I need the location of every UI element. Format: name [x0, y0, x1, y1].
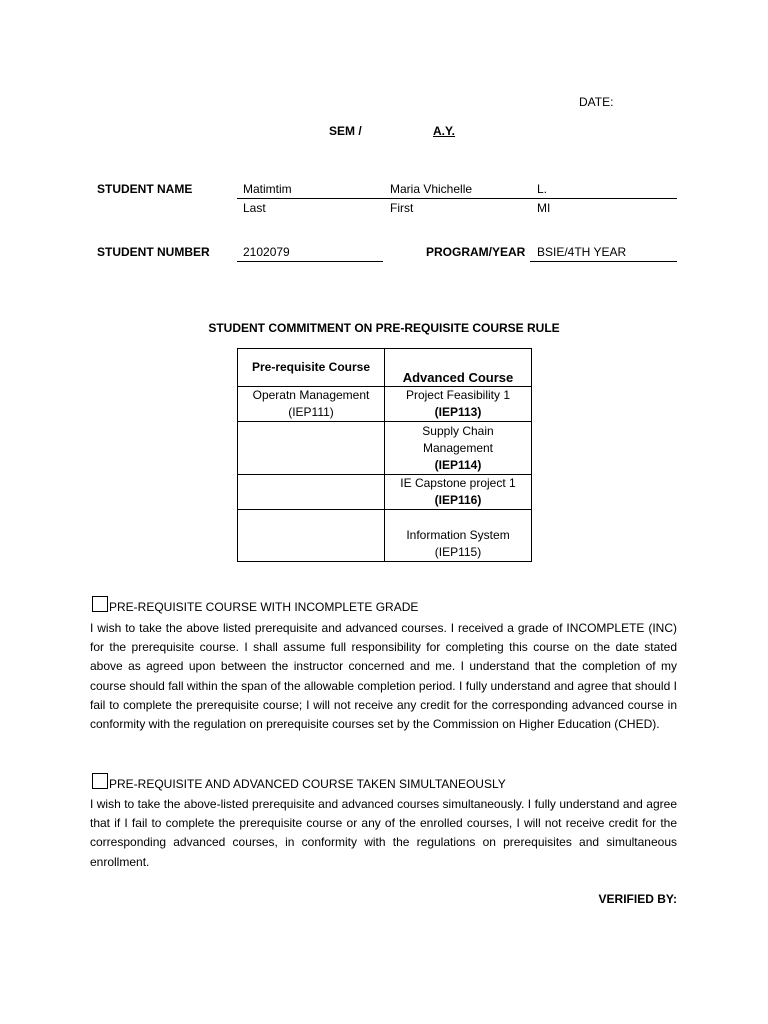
name-underline	[237, 198, 677, 199]
simultaneous-checkbox[interactable]	[92, 773, 108, 789]
advanced-course-code: (IEP114)	[434, 457, 482, 472]
date-label: DATE:	[579, 95, 614, 109]
table-row	[238, 387, 532, 422]
advanced-course-name: Information System	[406, 528, 510, 542]
student-name-label: STUDENT NAME	[97, 182, 193, 196]
advanced-course-name: IE Capstone project 1	[400, 476, 516, 490]
table-row	[238, 510, 532, 562]
advanced-cell[interactable]	[385, 422, 532, 475]
table-row	[238, 475, 532, 510]
prereq-course-name: Operatn Management	[252, 388, 370, 402]
table-header-row	[238, 349, 532, 387]
advanced-cell[interactable]	[385, 510, 532, 562]
simultaneous-label: PRE-REQUISITE AND ADVANCED COURSE TAKEN SIMULTANEOUSLY	[109, 777, 506, 791]
advanced-course-code: (IEP113)	[434, 405, 482, 419]
first-caption: First	[390, 201, 414, 215]
middle-initial-value[interactable]: L.	[537, 182, 548, 196]
courses-table	[237, 348, 532, 562]
incomplete-grade-text: I wish to take the above listed prerequisite and advanced courses. I received a grade of INCOMPLETE (INC) for the prerequisite course. I shall assume full responsibility for completing this course on the date stated above as agreed upon between the instructor concerned and me. I understand that the completion of my course should fall within the span of the allowable completion period. I fully understand and agree that should I fail to complete the prerequisite course; I will not receive any credit for the corresponding advanced course in conformity with the regulation on prerequisite courses set by the Commission on Higher Education (CHED).	[90, 621, 677, 732]
prereq-header: Pre-requisite Course	[238, 349, 385, 387]
student-number-label: STUDENT NUMBER	[97, 245, 210, 259]
advanced-course-code: (IEP115)	[434, 545, 482, 559]
prereq-cell[interactable]	[238, 422, 385, 475]
table-row	[238, 422, 532, 475]
last-name-value[interactable]: Matimtim	[243, 182, 292, 196]
student-number-underline	[237, 261, 383, 262]
advanced-cell[interactable]	[385, 387, 532, 422]
program-year-underline	[530, 261, 677, 262]
advanced-header: Advanced Course	[385, 349, 532, 387]
incomplete-grade-label: PRE-REQUISITE COURSE WITH INCOMPLETE GRADE	[109, 600, 419, 614]
verified-by-label: VERIFIED BY:	[598, 892, 677, 906]
mi-caption: MI	[537, 201, 551, 215]
simultaneous-text: I wish to take the above-listed prerequisite and advanced courses simultaneously. I fully understand and agree that if I fail to complete the prerequisite course or any of the enrolled courses, I will not receive credit for the corresponding advanced courses, in conformity with the regulations on prerequisites and simultaneous enrollment.	[90, 797, 677, 869]
student-number-value[interactable]: 2102079	[243, 245, 290, 259]
first-name-value[interactable]: Maria Vhichelle	[390, 182, 473, 196]
sem-label: SEM /	[329, 124, 362, 138]
advanced-course-name: Supply Chain Management	[422, 423, 494, 455]
advanced-cell[interactable]	[385, 475, 532, 510]
prereq-cell[interactable]	[238, 387, 385, 422]
commitment-title: STUDENT COMMITMENT ON PRE-REQUISITE COURSE RULE	[208, 321, 560, 335]
incomplete-grade-checkbox[interactable]	[92, 596, 108, 612]
prereq-cell[interactable]	[238, 475, 385, 510]
program-year-value[interactable]: BSIE/4TH YEAR	[537, 245, 627, 259]
prereq-course-code: (IEP111)	[288, 405, 334, 419]
prereq-cell[interactable]	[238, 510, 385, 562]
advanced-course-code: (IEP116)	[434, 493, 482, 507]
advanced-course-name: Project Feasibility 1	[405, 388, 511, 402]
last-caption: Last	[243, 201, 266, 215]
program-year-label: PROGRAM/YEAR	[426, 245, 526, 259]
ay-label: A.Y.	[433, 124, 456, 138]
